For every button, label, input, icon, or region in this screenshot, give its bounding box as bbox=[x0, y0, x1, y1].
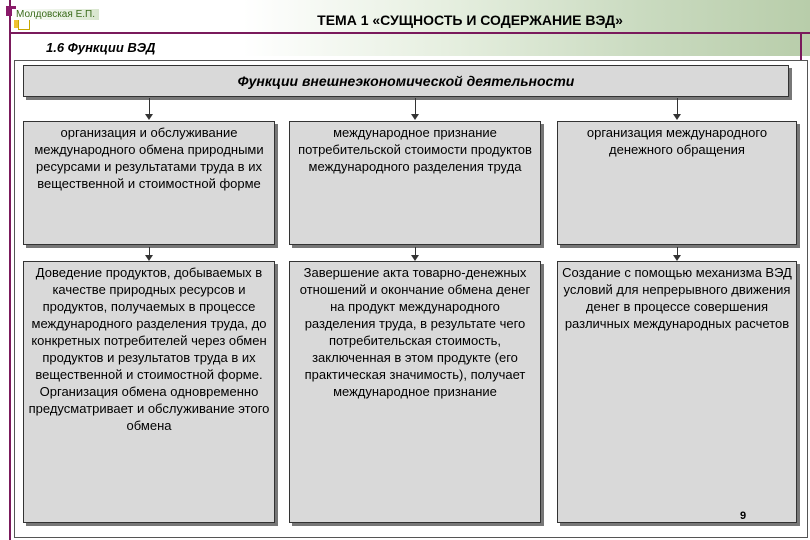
function-box-3 bbox=[557, 121, 797, 245]
description-text-3: Создание с помощью механизма ВЭД условий для непрерывного движения денег в процессе совершения различных международных расчетов bbox=[562, 265, 792, 331]
diagram-top-label: Функции внешнеэкономической деятельности bbox=[237, 73, 575, 89]
function-text-3: организация международного денежного обращения bbox=[586, 125, 768, 157]
description-box-3 bbox=[557, 261, 797, 523]
function-box-1 bbox=[23, 121, 275, 245]
function-text-1: организация и обслуживание международного обмена природными ресурсами и результатами труда в их вещественной и стоимостной форме bbox=[34, 125, 264, 191]
description-text-2: Завершение акта товарно-денежных отношений и окончание обмена денег на продукт международного разделения труда, в результате чего потребительская стоимость, заключенная в этом продукте (его практическая значимость), получает международное признание bbox=[299, 265, 531, 399]
slide-title: ТЕМА 1 «СУЩНОСТЬ И СОДЕРЖАНИЕ ВЭД» bbox=[317, 12, 623, 28]
function-box-2 bbox=[289, 121, 541, 245]
diagram-top-box bbox=[23, 65, 789, 97]
description-box-2 bbox=[289, 261, 541, 523]
function-text-2: международное признание потребительской стоимости продуктов международного разделения труда bbox=[298, 125, 532, 174]
frame-line-top bbox=[9, 32, 810, 34]
description-text-1: Доведение продуктов, добываемых в качестве природных ресурсов и продуктов, получаемых в процессе международного разделения труда, до конкретных потребителей через обмен продуктов и результатов труда в их вещественной и стоимостной форме. Организация обмена одновременно предусматривает и обслуживание этого обмена bbox=[28, 265, 270, 433]
frame-line-left bbox=[9, 0, 11, 540]
page-number: 9 bbox=[740, 510, 747, 522]
author-label: Молдовская Е.П. bbox=[12, 9, 99, 20]
section-subtitle: 1.6 Функции ВЭД bbox=[46, 40, 156, 55]
description-box-1 bbox=[23, 261, 275, 523]
functions-diagram bbox=[14, 60, 808, 538]
